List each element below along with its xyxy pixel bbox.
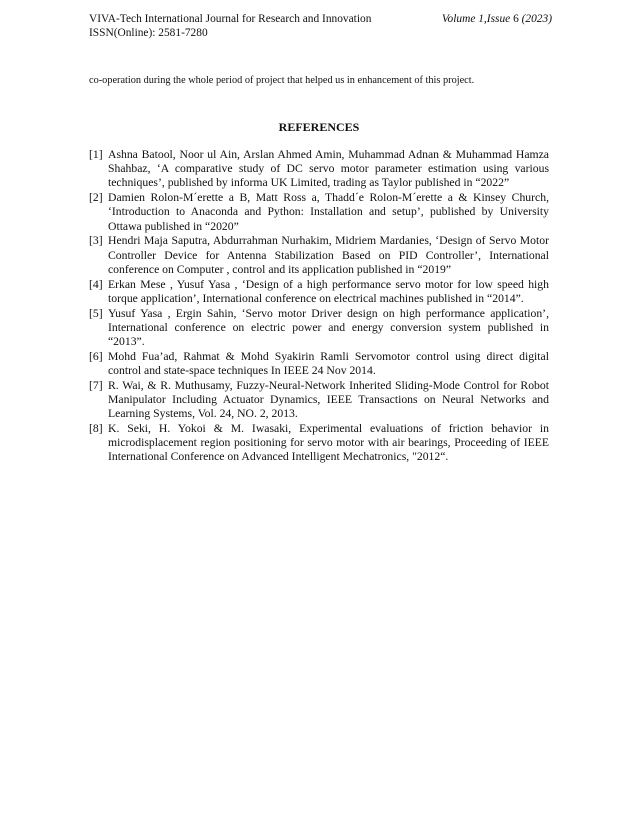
issn-line: ISSN(Online): 2581-7280 <box>89 26 208 39</box>
reference-text: Hendri Maja Saputra, Abdurrahman Nurhakim, Midriem Mardanies, ‘Design of Servo Motor Controller Device for Antenna Stabilization Based on PID Controller’, International conference on Computer , control and its application published in “2019” <box>108 234 549 276</box>
reference-text: Mohd Fua’ad, Rahmat & Mohd Syakirin Ramli Servomotor control using direct digital control and state-space techniques In IEEE 24 Nov 2014. <box>108 349 549 378</box>
reference-text: Yusuf Yasa , Ergin Sahin, ‘Servo motor Driver design on high performance application’, International conference on electric power and energy conversion system published in “2013”. <box>108 306 549 349</box>
references-list <box>89 148 549 465</box>
reference-item <box>89 191 549 234</box>
reference-number: [3] <box>89 234 103 248</box>
reference-item <box>89 307 549 350</box>
reference-number: [5] <box>89 306 103 320</box>
reference-text: Erkan Mese , Yusuf Yasa , ‘Design of a high performance servo motor for low speed high torque application’, International conference on electrical machines published in “2014”. <box>108 277 549 305</box>
reference-number: [6] <box>89 349 103 363</box>
reference-number: [1] <box>89 148 103 161</box>
reference-number: [7] <box>89 378 103 392</box>
page-header-right <box>442 13 552 25</box>
reference-number: [2] <box>89 191 103 205</box>
reference-item <box>89 379 549 422</box>
volume-issue: Volume 1,Issue <box>441 13 511 25</box>
reference-number: [8] <box>89 422 103 436</box>
reference-item <box>89 148 549 191</box>
continuation-paragraph: co-operation during the whole period of project that helped us in enhancement of this project. <box>89 75 475 86</box>
reference-text: Ashna Batool, Noor ul Ain, Arslan Ahmed Amin, Muhammad Adnan & Muhammad Hamza Shahbaz, ‘A comparative study of DC servo motor parameter estimation using various techniques’, published by informa UK Limited, trading as Taylor published in “2022” <box>108 148 549 190</box>
reference-number: [4] <box>89 277 103 291</box>
reference-item <box>89 422 549 465</box>
reference-text: R. Wai, & R. Muthusamy, Fuzzy-Neural-Network Inherited Sliding-Mode Control for Robot Manipulator Including Actuator Dynamics, IEEE Transactions on Neural Networks and Learning Systems, Vol. 24, NO. 2, 2013. <box>108 378 549 421</box>
reference-item <box>89 278 549 306</box>
reference-item <box>89 234 549 277</box>
page-header-left <box>89 13 371 40</box>
issue-year: (2023) <box>521 13 552 25</box>
journal-name: VIVA-Tech International Journal for Research and Innovation <box>89 13 372 25</box>
reference-item <box>89 350 549 378</box>
issue-number: 6 <box>513 13 519 25</box>
reference-text: K. Seki, H. Yokoi & M. Iwasaki, Experimental evaluations of friction behavior in microdisplacement region positioning for servo motor with air bearings, Proceeding of IEEE International Conference on Advanced Intelligent Mechatronics, "2012“. <box>108 422 549 464</box>
references-heading: REFERENCES <box>278 120 360 134</box>
reference-text: Damien Rolon-M´erette a B, Matt Ross a, Thadd´e Rolon-M´erette a & Kinsey Church, ‘Introduction to Anaconda and Python: Installation and setup’, published by University Ottawa published in “2020” <box>108 191 549 233</box>
